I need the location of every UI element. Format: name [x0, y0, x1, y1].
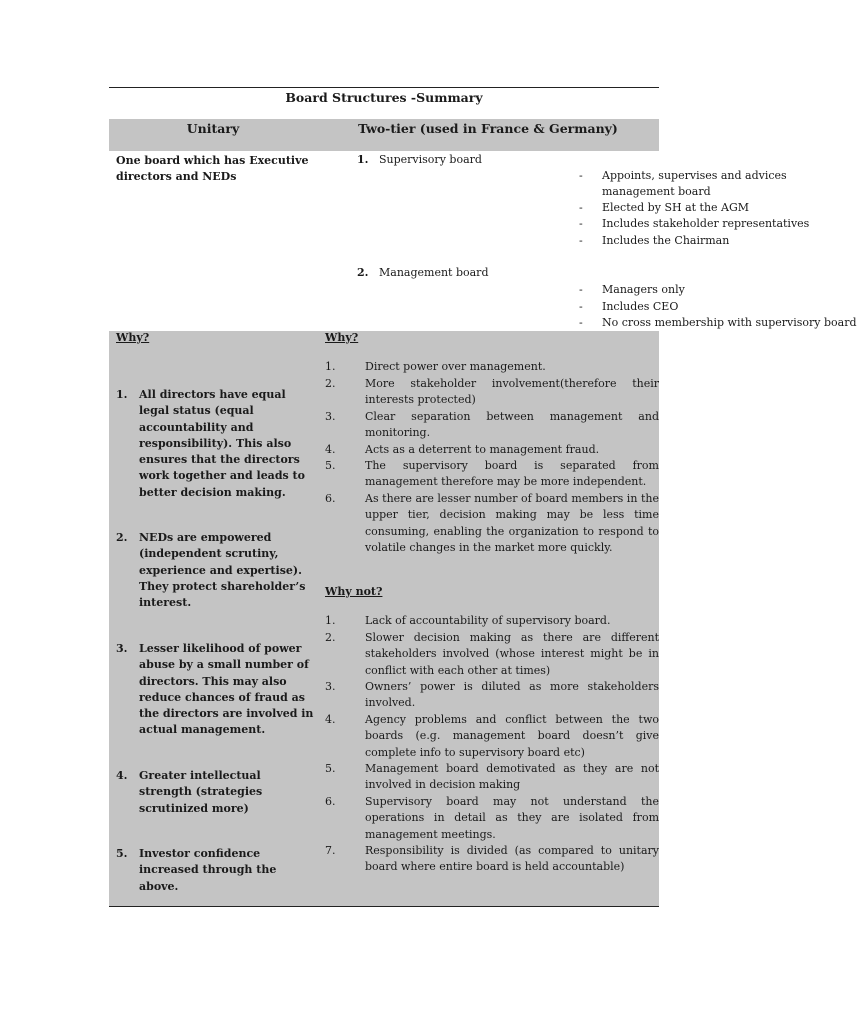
summary-document	[109, 87, 857, 907]
list-text: Responsibility is divided (as compared to unitary board where entire board is held accountable)	[365, 844, 659, 874]
list-number: 7.	[325, 844, 336, 857]
list-point: Includes stakeholder representatives	[602, 217, 810, 230]
list-number: 1.	[325, 360, 336, 373]
list-text: Lesser likelihood of power abuse by a small number of directors. This may also reduce chances of fraud as the directors are involved in actual management.	[139, 642, 314, 737]
list-point: Appoints, supervises and advices management board	[602, 169, 787, 198]
header-unitary: Unitary	[186, 121, 240, 136]
list-text: As there are lesser number of board members in the upper tier, decision making may be less time consuming, enabling the organization to respond to volatile changes in the market more quickly.	[365, 492, 659, 554]
list-label: Management board	[379, 266, 489, 279]
list-number: 4.	[116, 769, 128, 782]
list-text: Management board demotivated as they are not involved in decision making	[365, 762, 659, 792]
list-point: Elected by SH at the AGM	[602, 201, 750, 214]
list-text: The supervisory board is separated from management therefore may be more independent.	[365, 459, 659, 489]
dash-marker: -	[579, 234, 583, 247]
list-text: Supervisory board may not understand the operations in detail as they are isolated from management meetings.	[365, 795, 659, 841]
list-number: 2.	[325, 377, 336, 390]
list-number: 2.	[357, 266, 369, 279]
dash-marker: -	[579, 201, 583, 214]
table-header-row	[109, 119, 659, 151]
list-point: Includes CEO	[602, 300, 679, 313]
list-text: Direct power over management.	[365, 360, 546, 373]
list-number: 3.	[325, 680, 336, 693]
dash-marker: -	[579, 300, 583, 313]
reasons-row	[109, 331, 659, 907]
two-tier-reasons	[317, 331, 659, 906]
list-text: All directors have equal legal status (equal accountability and responsibility). This also ensures that the directors work together and leads to better decision making.	[139, 388, 305, 499]
supervisory-board-item	[357, 153, 482, 166]
unitary-why-heading: Why?	[116, 331, 150, 344]
dash-marker: -	[579, 169, 583, 182]
list-point: No cross membership with supervisory board	[602, 316, 857, 329]
two-tier-definition	[317, 151, 857, 331]
list-number: 2.	[116, 531, 128, 544]
list-number: 5.	[116, 847, 128, 860]
list-text: Clear separation between management and monitoring.	[365, 410, 659, 440]
list-text: Owners’ power is diluted as more stakeholders involved.	[365, 680, 659, 710]
list-text: Acts as a deterrent to management fraud.	[365, 443, 600, 456]
management-board-item	[357, 266, 488, 279]
document-title: Board Structures -Summary	[285, 90, 483, 105]
list-text: Agency problems and conflict between the two boards (e.g. management board doesn’t give complete info to supervisory board etc)	[365, 713, 659, 759]
dash-marker: -	[579, 316, 583, 329]
dash-marker: -	[579, 217, 583, 230]
header-two-tier: Two-tier (used in France & Germany)	[358, 121, 618, 136]
two-tier-why-heading: Why?	[325, 331, 359, 344]
list-number: 4.	[325, 443, 336, 456]
list-number: 1.	[357, 153, 369, 166]
list-number: 6.	[325, 795, 336, 808]
list-text: Greater intellectual strength (strategies scrutinized more)	[139, 769, 263, 815]
list-number: 1.	[116, 388, 128, 401]
list-number: 4.	[325, 713, 336, 726]
list-number: 5.	[325, 459, 336, 472]
list-number: 1.	[325, 614, 336, 627]
list-label: Supervisory board	[379, 153, 482, 166]
list-text: More stakeholder involvement(therefore their interests protected)	[365, 377, 659, 407]
list-text: NEDs are empowered (independent scrutiny, experience and expertise). They protect shareholder’s interest.	[139, 531, 306, 610]
list-number: 6.	[325, 492, 336, 505]
list-number: 3.	[325, 410, 336, 423]
list-number: 2.	[325, 631, 336, 644]
definition-row	[109, 151, 857, 331]
unitary-reasons	[109, 331, 317, 906]
list-text: Lack of accountability of supervisory board.	[365, 614, 611, 627]
list-number: 3.	[116, 642, 128, 655]
dash-marker: -	[579, 283, 583, 296]
unitary-definition: One board which has Executive directors and NEDs	[116, 154, 309, 183]
list-text: Investor confidence increased through the above.	[139, 847, 277, 893]
two-tier-why-not-heading: Why not?	[325, 585, 383, 598]
list-point: Includes the Chairman	[602, 234, 730, 247]
list-text: Slower decision making as there are different stakeholders involved (whose interest might be in conflict with each other at times)	[365, 631, 659, 677]
list-point: Managers only	[602, 283, 685, 296]
list-number: 5.	[325, 762, 336, 775]
